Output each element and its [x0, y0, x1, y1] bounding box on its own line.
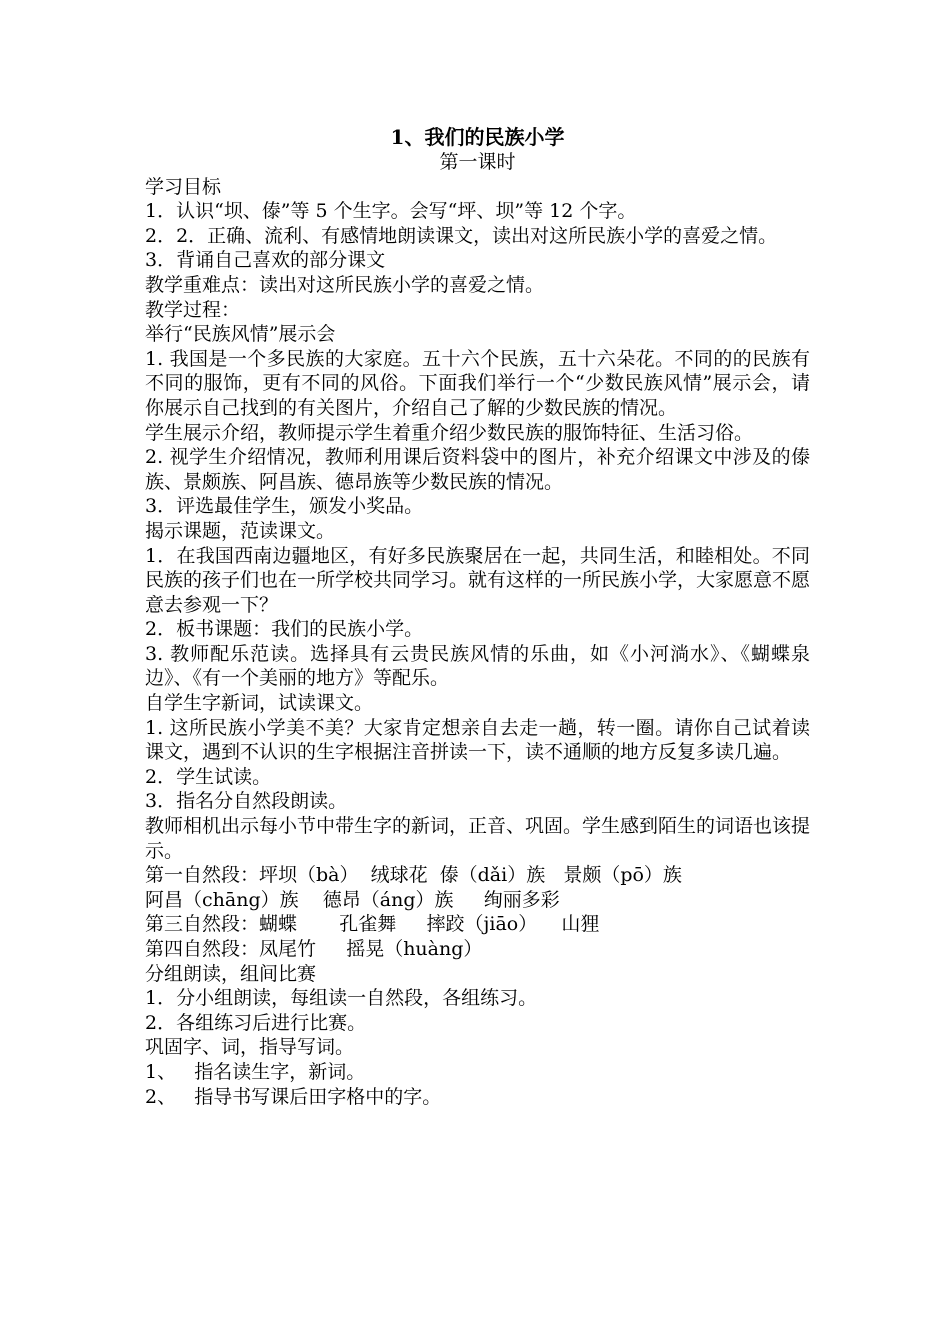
- paragraph: 教师相机出示每小节中带生字的新词，正音、巩固。学生感到陌生的词语也该提示。: [145, 815, 811, 862]
- paragraph: 2．学生试读。: [145, 765, 272, 788]
- paragraph: 举行“民族风情”展示会: [145, 323, 336, 346]
- paragraph: 2. 视学生介绍情况，教师利用课后资料袋中的图片，补充介绍课文中涉及的傣族、景颇族、阿昌族、德昂族等少数民族的情况。: [145, 446, 810, 493]
- paragraph: 1．认识“坝、傣”等 5 个生字。会写“坪、坝”等 12 个字。: [145, 200, 637, 223]
- doc-subtitle: 第一课时: [439, 151, 516, 173]
- paragraph: 1．在我国西南边疆地区，有好多民族聚居在一起，共同生活，和睦相处。不同民族的孩子们也在一所学校共同学习。就有这样的一所民族小学，大家愿意不愿意去参观一下？: [145, 544, 811, 616]
- paragraph: 1．分小组朗读，每组读一自然段，各组练习。: [145, 987, 538, 1010]
- paragraph: 第一自然段：坪坝（bà） 绒球花 傣（dǎi）族 景颇（pō）族: [145, 864, 682, 887]
- paragraph: 学习目标: [145, 175, 222, 198]
- paragraph: 自学生字新词，试读课文。: [145, 692, 374, 715]
- paragraph: 阿昌（chāng）族 德昂（áng）族 绚丽多彩: [145, 888, 560, 911]
- document-page: [145, 124, 810, 1109]
- paragraph: 1. 我国是一个多民族的大家庭。五十六个民族，五十六朵花。不同的的民族有不同的服饰，更有不同的风俗。下面我们举行一个“少数民族风情”展示会，请你展示自己找到的有关图片，介绍自己了解的少数民族的情况。: [145, 347, 810, 419]
- paragraph: 3．评选最佳学生，颁发小奖品。: [145, 495, 424, 518]
- paragraph: 学生展示介绍，教师提示学生着重介绍少数民族的服饰特征、生活习俗。: [145, 421, 754, 444]
- paragraph: 3．指名分自然段朗读。: [145, 790, 348, 813]
- paragraph: 分组朗读，组间比赛: [145, 962, 317, 985]
- doc-title: 1、我们的民族小学: [390, 125, 565, 149]
- paragraph: 2．各组练习后进行比赛。: [145, 1011, 367, 1034]
- paragraph: 2、 指导书写课后田字格中的字。: [145, 1085, 442, 1108]
- paragraph: 3．背诵自己喜欢的部分课文: [145, 249, 386, 272]
- paragraph: 揭示课题，范读课文。: [145, 519, 336, 542]
- paragraph: 第三自然段：蝴蝶 孔雀舞 摔跤（jiāo） 山狸: [145, 913, 600, 936]
- paragraph: 1. 这所民族小学美不美？大家肯定想亲自去走一趟，转一圈。请你自己试着读课文，遇到不认识的生字根据注音拼读一下，读不通顺的地方反复多读几遍。: [145, 716, 810, 764]
- paragraph: 2．2．正确、流利、有感情地朗读课文，读出对这所民族小学的喜爱之情。: [145, 224, 778, 247]
- paragraph: 2．板书课题：我们的民族小学。: [145, 618, 424, 641]
- paragraph: 巩固字、词，指导写词。: [145, 1036, 355, 1059]
- paragraph: 1、 指名读生字，新词。: [145, 1060, 366, 1083]
- paragraph: 第四自然段：凤尾竹 摇晃（huàng）: [145, 938, 483, 960]
- paragraph: 3. 教师配乐范读。选择具有云贵民族风情的乐曲，如《小河淌水》、《蝴蝶泉边》、《有一个美丽的地方》等配乐。: [145, 642, 810, 690]
- paragraph: 教学过程：: [145, 298, 241, 321]
- paragraph: 教学重难点：读出对这所民族小学的喜爱之情。: [145, 273, 545, 296]
